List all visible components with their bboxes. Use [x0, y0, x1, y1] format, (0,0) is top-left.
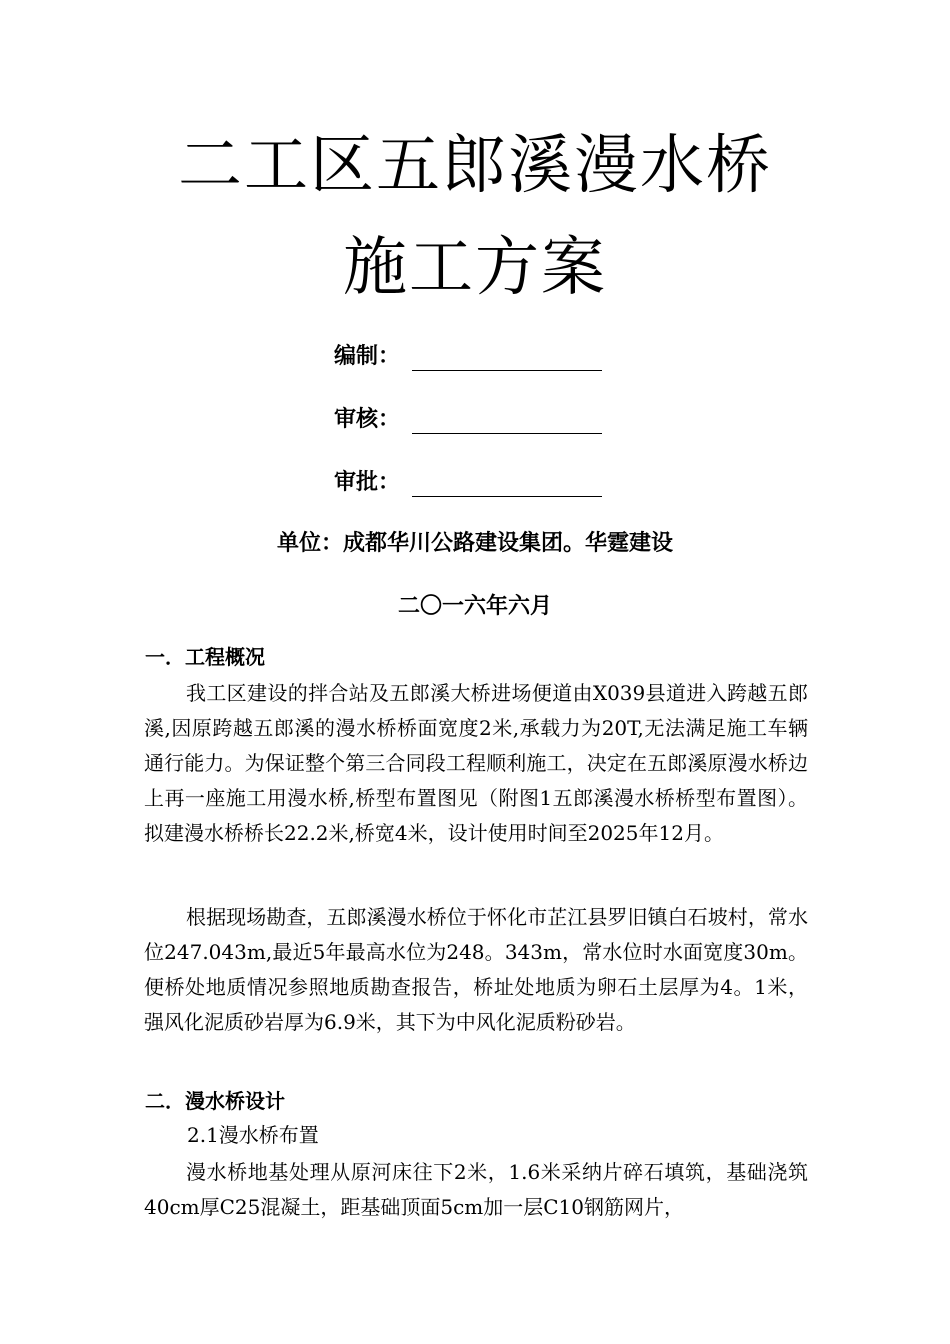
signoff-reviewed-line — [412, 433, 602, 434]
section1-heading: 一．工程概况 — [145, 645, 265, 669]
signoff-approved — [334, 466, 634, 500]
organization-unit: 单位：成都华川公路建设集团。华霆建设 — [276, 531, 673, 556]
signoff-compiled — [334, 340, 634, 374]
signoff-reviewed — [334, 403, 634, 437]
signoff-compiled-line — [412, 370, 602, 371]
document-date: 二〇一六年六月 — [397, 594, 552, 619]
document-title-line1: 二工区五郎溪漫水桥 — [178, 129, 772, 203]
signoff-approved-line — [412, 496, 602, 497]
section1-paragraph-1: 我工区建设的拌合站及五郎溪大桥进场便道由X039县道进入跨越五郎溪,因原跨越五郎溪的漫水桥桥面宽度2米,承载力为20T,无法满足施工车辆通行能力。为保证整个第三合同段工程顺利施工，决定在五郎溪原漫水桥边上再一座施工用漫水桥,桥型布置图见（附图1五郎溪漫水桥桥型布置图）。拟建漫水桥桥长22.2米,桥宽4米，设计使用时间至2025年12月。 — [144, 681, 808, 845]
section2-subheading: 2.1漫水桥布置 — [187, 1123, 319, 1147]
signoff-compiled-label: 编制： — [334, 344, 401, 369]
section2-paragraph: 漫水桥地基处理从原河床往下2米，1.6米采纳片碎石填筑，基础浇筑40cm厚C25混凝土，距基础顶面5cm加一层C10钢筋网片， — [144, 1160, 808, 1219]
section1-paragraph-2: 根据现场勘查，五郎溪漫水桥位于怀化市芷江县罗旧镇白石坡村，常水位247.043m,最近5年最高水位为248。343m，常水位时水面宽度30m。便桥处地质情况参照地质勘查报告，桥址处地质为卵石土层厚为4。1米，强风化泥质砂岩厚为6.9米，其下为中风化泥质粉砂岩。 — [144, 905, 808, 1034]
document-title-line2: 施工方案 — [343, 231, 607, 305]
signoff-reviewed-label: 审核： — [334, 407, 401, 432]
section2-heading: 二．漫水桥设计 — [145, 1089, 285, 1113]
signoff-approved-label: 审批： — [334, 470, 401, 495]
